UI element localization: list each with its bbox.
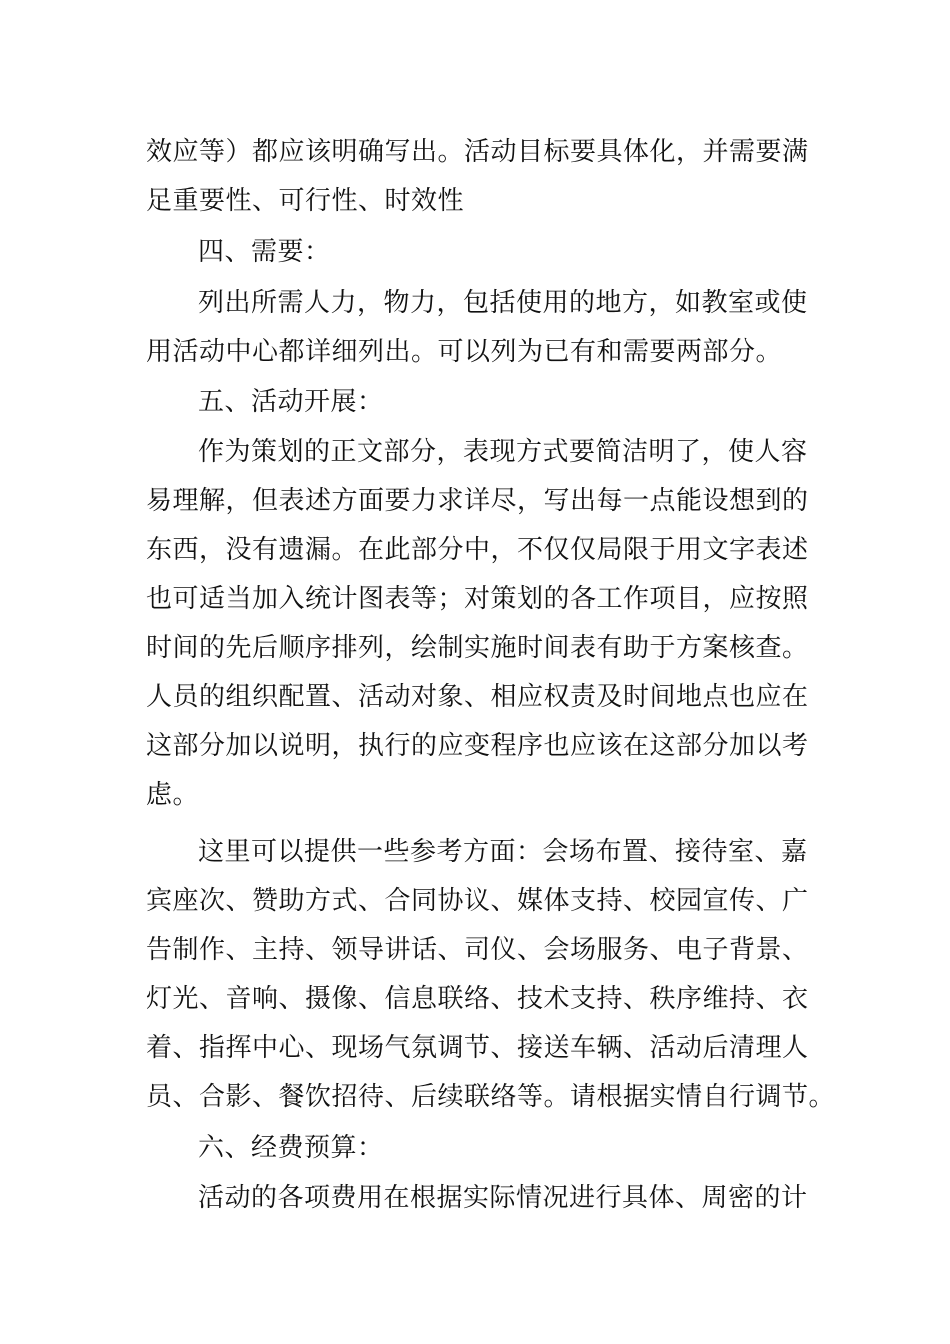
section-heading-activity: [146, 378, 806, 427]
text-line: 员、合影、餐饮招待、后续联络等。请根据实情自行调节。: [146, 1082, 836, 1112]
text-line: 用活动中心都详细列出。可以列为已有和需要两部分。: [146, 337, 783, 367]
text-line: 这部分加以说明，执行的应变程序也应该在这部分加以考: [146, 731, 809, 761]
text-line: 宾座次、赞助方式、合同协议、媒体支持、校园宣传、广: [146, 886, 809, 916]
paragraph-activity: [146, 428, 809, 820]
paragraph-needs: [146, 279, 806, 377]
text-line: 灯光、音响、摄像、信息联络、技术支持、秩序维持、衣: [146, 984, 809, 1014]
text-line: 列出所需人力，物力，包括使用的地方，如教室或使: [198, 288, 808, 318]
text-line: 作为策划的正文部分，表现方式要简洁明了，使人容: [198, 437, 808, 467]
section-heading: 四、需要：: [198, 237, 331, 267]
text-line: 告制作、主持、领导讲话、司仪、会场服务、电子背景、: [146, 935, 809, 965]
section-heading-budget: [146, 1124, 806, 1173]
section-heading: 六、经费预算：: [198, 1133, 384, 1163]
section-heading: 五、活动开展：: [198, 387, 384, 417]
text-line: 着、指挥中心、现场气氛调节、接送车辆、活动后清理人: [146, 1033, 809, 1063]
text-line: 也可适当加入统计图表等；对策划的各工作项目，应按照: [146, 584, 809, 614]
text-line: 这里可以提供一些参考方面：会场布置、接待室、嘉: [198, 837, 808, 867]
paragraph-objectives-continued: [146, 128, 809, 226]
paragraph-budget: [146, 1174, 806, 1223]
text-line: 活动的各项费用在根据实际情况进行具体、周密的计: [198, 1183, 808, 1213]
text-line: 易理解，但表述方面要力求详尽，写出每一点能设想到的: [146, 486, 809, 516]
text-line: 足重要性、可行性、时效性: [146, 186, 465, 216]
text-line: 时间的先后顺序排列，绘制实施时间表有助于方案核查。: [146, 633, 809, 663]
paragraph-reference-aspects: [146, 828, 836, 1122]
text-line: 虑。: [146, 780, 200, 810]
text-line: 效应等）都应该明确写出。活动目标要具体化，并需要满: [146, 137, 809, 167]
section-heading-needs: [146, 228, 806, 277]
text-line: 东西，没有遗漏。在此部分中，不仅仅局限于用文字表述: [146, 535, 809, 565]
text-line: 人员的组织配置、活动对象、相应权责及时间地点也应在: [146, 682, 809, 712]
